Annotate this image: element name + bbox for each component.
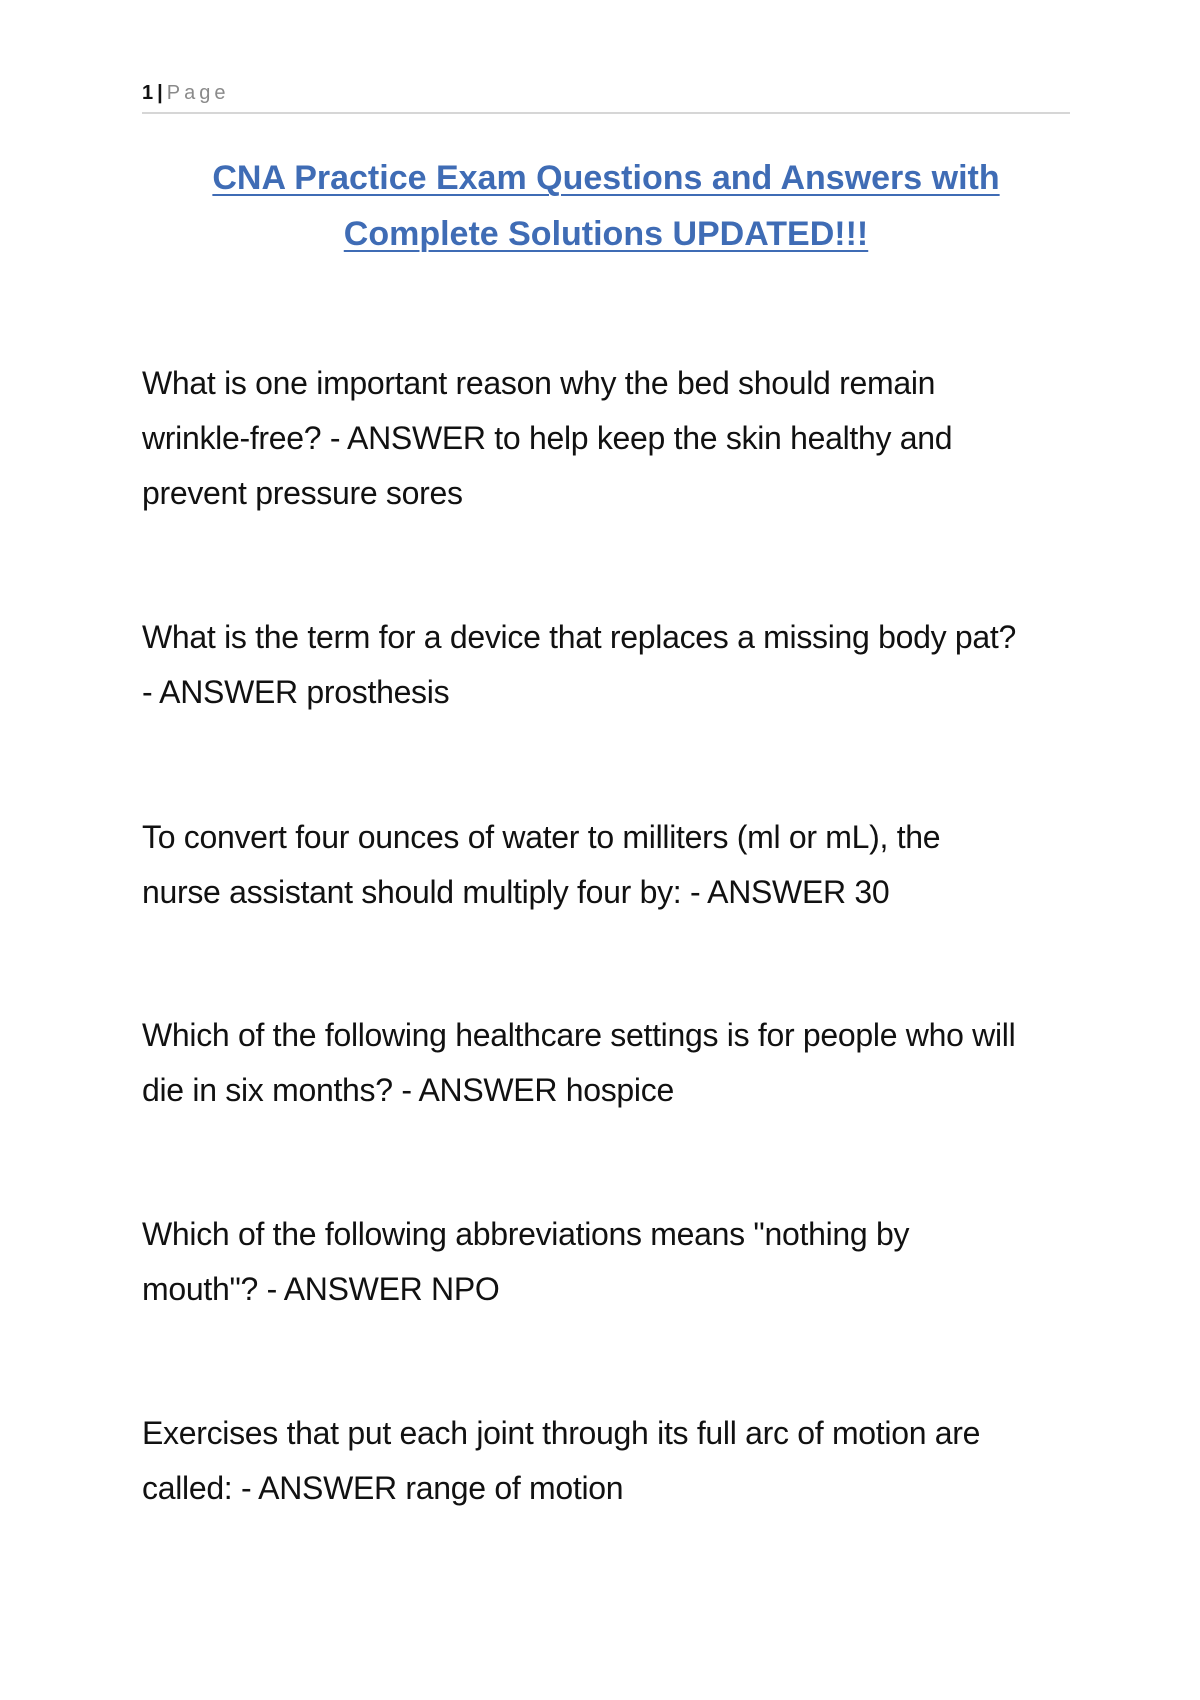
qa-item-2 [142, 610, 1082, 720]
qa-item-3 [142, 810, 1082, 920]
qa-line: wrinkle-free? - ANSWER to help keep the skin healthy and [142, 420, 953, 456]
qa-line: prevent pressure sores [142, 475, 463, 511]
page-number: 1 [142, 82, 154, 104]
qa-line: nurse assistant should multiply four by: - ANSWER 30 [142, 874, 890, 910]
document-title-line-2: Complete Solutions UPDATED!!! [343, 215, 869, 253]
qa-line: Which of the following abbreviations means "nothing by [142, 1216, 910, 1252]
document-title [142, 150, 1070, 262]
qa-line: To convert four ounces of water to milliters (ml or mL), the [142, 819, 941, 855]
qa-line: What is one important reason why the bed should remain [142, 365, 936, 401]
page-label: Page [166, 82, 230, 104]
qa-item-6 [142, 1406, 1082, 1516]
qa-item-4 [142, 1008, 1082, 1118]
qa-item-1 [142, 356, 1082, 521]
qa-line: Which of the following healthcare settings is for people who will [142, 1017, 1016, 1053]
qa-line: - ANSWER prosthesis [142, 674, 450, 710]
document-title-line-1: CNA Practice Exam Questions and Answers with [212, 159, 1000, 197]
qa-line: mouth"? - ANSWER NPO [142, 1271, 500, 1307]
qa-line: What is the term for a device that replaces a missing body pat? [142, 619, 1016, 655]
qa-line: Exercises that put each joint through its full arc of motion are [142, 1415, 981, 1451]
qa-item-5 [142, 1207, 1082, 1317]
qa-line: called: - ANSWER range of motion [142, 1470, 624, 1506]
qa-line: die in six months? - ANSWER hospice [142, 1072, 674, 1108]
page-separator: | [157, 82, 163, 104]
page-header [142, 80, 1070, 114]
